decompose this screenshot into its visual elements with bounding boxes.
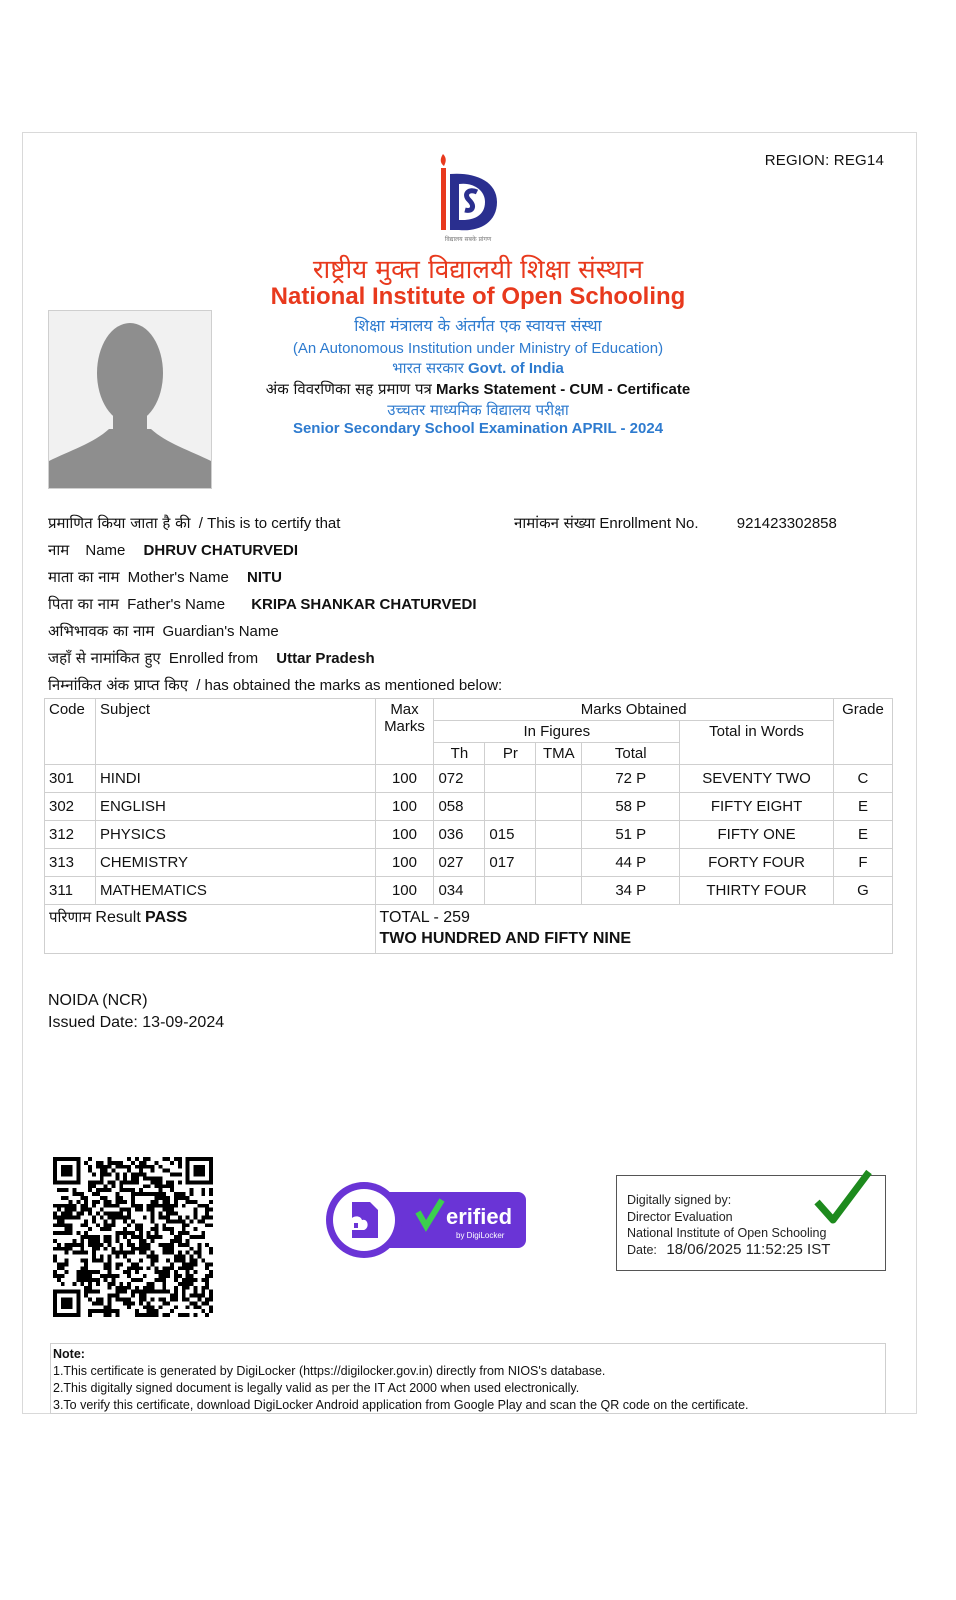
govt-hindi: भारत सरकार (392, 359, 464, 377)
guardian-label: Guardian's Name (162, 623, 279, 640)
guardian-hindi: अभिभावक का नाम (48, 622, 155, 640)
signature-line3: National Institute of Open Schooling (627, 1226, 827, 1240)
name-hindi: नाम (48, 541, 70, 559)
table-row (45, 821, 893, 849)
mother-line (48, 567, 282, 587)
father-hindi: पिता का नाम (48, 595, 119, 613)
cell-th: 058 (434, 793, 485, 821)
cell-pr: 017 (485, 849, 536, 877)
enrolled-hindi: जहाँ से नामांकित हुए (48, 649, 161, 667)
enrollment-number: 921423302858 (736, 515, 837, 532)
cell-tma (536, 765, 582, 793)
cell-pr (485, 793, 536, 821)
cell-max: 100 (375, 821, 434, 849)
father-line (48, 594, 477, 614)
note-item-2: 2.This digitally signed document is legally valid as per the IT Act 2000 when used electronically. (53, 1381, 580, 1395)
result-hindi: परिणाम (49, 908, 92, 926)
header-max-marks: Max Marks (375, 699, 434, 765)
cell-grade: E (833, 793, 892, 821)
mother-label: Mother's Name (127, 569, 229, 586)
enrolled-label: Enrolled from (168, 650, 259, 667)
header-grade: Grade (833, 699, 892, 765)
cell-code: 301 (45, 765, 96, 793)
header-in-figures: In Figures (434, 721, 680, 743)
note-item-3: 3.To verify this certificate, download DigiLocker Android application from Google Play and scan the QR code on the certificate. (53, 1398, 749, 1412)
total-marks: TOTAL - 259 (379, 909, 470, 926)
certify-line (48, 513, 340, 533)
cell-total: 51 P (582, 821, 680, 849)
cell-words: SEVENTY TWO (680, 765, 834, 793)
hindi-title: राष्ट्रीय मुक्त विद्यालयी शिक्षा संस्थान (312, 255, 644, 285)
cell-tma (536, 821, 582, 849)
name-line (48, 540, 298, 560)
autonomous-line: (An Autonomous Institution under Ministry of Education) (292, 340, 664, 357)
marks-table (44, 698, 893, 954)
father-label: Father's Name (127, 596, 226, 613)
digital-signature-box (616, 1175, 886, 1271)
cell-max: 100 (375, 793, 434, 821)
header-subject: Subject (95, 699, 375, 765)
cell-max: 100 (375, 849, 434, 877)
enrollment-label: Enrollment No. (599, 515, 699, 532)
signature-line2: Director Evaluation (627, 1209, 733, 1224)
cell-tma (536, 849, 582, 877)
cell-code: 312 (45, 821, 96, 849)
cell-code: 302 (45, 793, 96, 821)
header-tma: TMA (536, 743, 582, 765)
cell-words: FIFTY EIGHT (680, 793, 834, 821)
mother-hindi: माता का नाम (48, 568, 120, 586)
result-value: PASS (144, 909, 188, 926)
result-label: Result (95, 909, 141, 926)
cell-grade: G (833, 877, 892, 905)
cell-max: 100 (375, 765, 434, 793)
exam-english: Senior Secondary School Examination APRIL - 2024 (292, 420, 664, 437)
table-row (45, 849, 893, 877)
header-pr: Pr (485, 743, 536, 765)
cell-subject: CHEMISTRY (95, 849, 375, 877)
cell-grade: C (833, 765, 892, 793)
verified-badge (324, 1178, 528, 1258)
cell-pr (485, 877, 536, 905)
cell-code: 311 (45, 877, 96, 905)
obtained-hindi: निम्नांकित अंक प्राप्त किए (48, 676, 189, 694)
certify-hindi: प्रमाणित किया जाता है की (48, 514, 191, 532)
cell-subject: MATHEMATICS (95, 877, 375, 905)
cell-grade: E (833, 821, 892, 849)
note-title: Note: (53, 1347, 85, 1361)
logo-motto: विद्यालय सबके प्रांगण (444, 236, 492, 243)
enrolled-state: Uttar Pradesh (276, 650, 375, 667)
total-words: TWO HUNDRED AND FIFTY NINE (379, 930, 632, 947)
hindi-ministry: शिक्षा मंत्रालय के अंतर्गत एक स्वायत्त संस्था (354, 316, 602, 335)
cell-subject: HINDI (95, 765, 375, 793)
table-row (45, 765, 893, 793)
cell-tma (536, 793, 582, 821)
govt-english: Govt. of India (468, 360, 564, 377)
cell-words: THIRTY FOUR (680, 877, 834, 905)
cell-th: 036 (434, 821, 485, 849)
cell-total: 72 P (582, 765, 680, 793)
father-name: KRIPA SHANKAR CHATURVEDI (251, 596, 477, 613)
obtained-line (48, 675, 502, 695)
issue-block (48, 990, 224, 1034)
cell-words: FIFTY ONE (680, 821, 834, 849)
guardian-line (48, 621, 279, 641)
signature-text (627, 1192, 830, 1258)
cell-total: 44 P (582, 849, 680, 877)
signature-date: 18/06/2025 11:52:25 IST (666, 1240, 831, 1258)
cell-tma (536, 877, 582, 905)
cell-grade: F (833, 849, 892, 877)
verified-sub: by DigiLocker (456, 1231, 505, 1240)
cell-th: 027 (434, 849, 485, 877)
cell-max: 100 (375, 877, 434, 905)
enrolled-line (48, 648, 375, 668)
cell-th: 034 (434, 877, 485, 905)
result-cell (45, 905, 376, 954)
header-total-in-words: Total in Words (680, 721, 834, 765)
table-row (45, 793, 893, 821)
region-code: REGION: REG14 (764, 152, 884, 169)
cell-total: 58 P (582, 793, 680, 821)
cell-words: FORTY FOUR (680, 849, 834, 877)
note-item-1: 1.This certificate is generated by DigiLocker (https://digilocker.gov.in) directly from NIOS's database. (53, 1364, 606, 1378)
table-row (45, 877, 893, 905)
enrollment-line (514, 513, 837, 533)
signature-line1: Digitally signed by: (627, 1193, 732, 1207)
english-title: National Institute of Open Schooling (270, 283, 686, 310)
marks-statement-hindi: अंक विवरणिका सह प्रमाण पत्र (265, 380, 432, 398)
enrollment-hindi: नामांकन संख्या (514, 514, 596, 532)
mother-name: NITU (247, 569, 282, 586)
header-th: Th (434, 743, 485, 765)
cell-subject: PHYSICS (95, 821, 375, 849)
nios-logo-icon (433, 150, 503, 246)
cell-total: 34 P (582, 877, 680, 905)
avatar-icon (49, 311, 211, 488)
note-box (50, 1343, 886, 1414)
marks-statement-english: Marks Statement - CUM - Certificate (435, 381, 691, 398)
exam-hindi: उच्चतर माध्यमिक विद्यालय परीक्षा (387, 401, 569, 419)
photo-placeholder (48, 310, 212, 489)
issue-date: Issued Date: 13-09-2024 (48, 1014, 225, 1031)
qr-code-icon[interactable] (52, 1157, 214, 1317)
issue-place: NOIDA (NCR) (48, 992, 148, 1009)
cell-pr (485, 765, 536, 793)
obtained-english: / has obtained the marks as mentioned below: (196, 677, 503, 694)
verified-text: erified (446, 1204, 513, 1229)
total-cell (375, 905, 893, 954)
certify-english: / This is to certify that (198, 515, 341, 532)
signature-date-label: Date: (627, 1242, 657, 1257)
cell-th: 072 (434, 765, 485, 793)
name-label: Name (85, 542, 126, 559)
header-code: Code (45, 699, 96, 765)
header-total: Total (582, 743, 680, 765)
cell-code: 313 (45, 849, 96, 877)
cell-subject: ENGLISH (95, 793, 375, 821)
header-marks-obtained: Marks Obtained (434, 699, 833, 721)
cell-pr: 015 (485, 821, 536, 849)
candidate-name: DHRUV CHATURVEDI (143, 542, 298, 559)
